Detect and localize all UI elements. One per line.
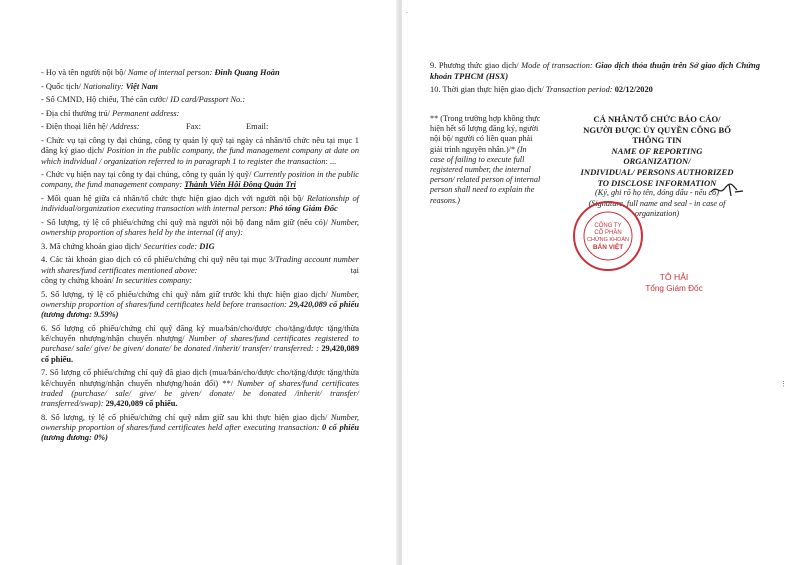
registered-shares-line: 6. Số lượng cổ phiếu/chứng chỉ quỹ đăng ký mua/bán/cho/được cho/tặng/được tặng/thừa kế/chuyển nhượng/nhận chuyển nhượng/ Number of shares/fund certificates registered to purchase/ sale/ give/ be given/ donate/ be donated /inherit/ transfer/ transferred: : 29,420,089 cổ phiếu. bbox=[41, 323, 359, 364]
stamp-text: CHỨNG KHOÁN bbox=[587, 237, 629, 243]
stamp-text: CÔNG TY bbox=[594, 223, 622, 229]
transaction-date: 02/12/2020 bbox=[614, 85, 653, 94]
left-page-body bbox=[41, 68, 359, 447]
position-at-registration-line: - Chức vụ tại công ty đại chúng, công ty quản lý quỹ tại ngày cá nhân/tổ chức nêu tại mục 1 đăng ký giao dịch/ Position in the public company, the fund management company at date on which individual / organization referred to in paragraph 1 to register the transaction: ... bbox=[41, 135, 360, 166]
signer-name: TÔ HẢI bbox=[659, 272, 689, 282]
holding-before-line: 5. Số lượng, tỷ lệ cổ phiếu/chứng chỉ quỹ nắm giữ trước khi thực hiện giao dịch/ Number, ownership proportion of shares/fund certificates held before transaction: 29,420,089 cổ phiếu (tương đương: 9.59%) bbox=[41, 289, 359, 320]
signature-block: CÁ NHÂN/TỔ CHỨC BÁO CÁO/ NGƯỜI ĐƯỢC ỦY QUYỀN CÔNG BỐ THÔNG TIN NAME OF REPORTING ORGANIZATION/ INDIVIDUAL/ PERSONS AUTHORIZED TO DISCLOSE INFORMATION (Ký, ghi rõ họ tên, đóng dấu - nếu có) (Signature, full name and seal - in case of organization) bbox=[580, 114, 734, 219]
transaction-mode-line: 9. Phương thức giao dịch/ Mode of transaction: Giao dịch thỏa thuận trên Sở giao dịch Chứng khoán TPHCM (HSX) bbox=[430, 61, 761, 81]
stamp-text: BẢN VIỆT bbox=[592, 244, 624, 251]
company-seal-stamp bbox=[572, 200, 644, 272]
internal-person-name-line: - Họ và tên người nội bộ/ Name of internal person: Đinh Quang Hoàn bbox=[41, 68, 280, 77]
internal-person-name: Đinh Quang Hoàn bbox=[214, 68, 280, 77]
transaction-period-line: 10. Thời gian thực hiện giao dịch/ Transaction period: 02/12/2020 bbox=[430, 85, 653, 94]
stamp-text: CỔ PHẦN bbox=[594, 230, 622, 236]
scan-speck: . bbox=[406, 8, 408, 15]
securities-code-line: 3. Mã chứng khoán giao dịch/ Securities code: DIG bbox=[41, 241, 215, 251]
signer-title: Tổng Giám Đốc bbox=[645, 284, 703, 293]
securities-code: DIG bbox=[199, 241, 215, 251]
phone-line: - Điện thoại liên hệ/ Address: Fax: Email: bbox=[41, 122, 269, 132]
id-card-line: - Số CMND, Hộ chiếu, Thẻ căn cước/ ID card/Passport No.: bbox=[41, 95, 246, 105]
left-page bbox=[0, 0, 398, 565]
right-page bbox=[402, 0, 800, 565]
permanent-address-line: - Địa chỉ thường trú/ Permanent address: bbox=[41, 108, 180, 118]
handwritten-signature bbox=[709, 180, 745, 200]
current-position-line: - Chức vụ hiện nay tại công ty đại chúng, công ty quản lý quỹ/ Currently position in the public company, the fund management company: Thành Viên Hội Đồng Quản Trị bbox=[41, 170, 359, 190]
relationship-line: - Mối quan hệ giữa cá nhân/tổ chức thực hiện giao dịch với người nội bộ/ Relationship of individual/organization executing transaction with internal person: Phó tổng Giám Đốc bbox=[41, 194, 360, 214]
right-page-top bbox=[430, 61, 760, 99]
nationality-line: - Quốc tịch/ Nationality: Việt Nam bbox=[41, 81, 159, 91]
shares-held-by-internal-line: - Số lượng, tỷ lệ cổ phiếu/chứng chỉ quỹ mà người nội bộ đang nắm giữ (nếu có)/ Number, ownership proportion of shares held by the internal (if any): bbox=[41, 217, 359, 238]
trading-account-line: 4. Các tài khoản giao dịch có cổ phiếu/chứng chỉ quỹ nêu tại mục 3/Trading account number with shares/fund certificates mentioned above: tại công ty chứng khoán/ In securities company: bbox=[41, 255, 359, 286]
scan-speck: ⋮ bbox=[780, 381, 787, 388]
footnote: ** (Trong trường hợp không thực hiện hết số lượng đăng ký, người nội bộ/ người có liên quan phải giải trình nguyên nhân.)/* (In case of failing to execute full registered number, the internal person/ related person of internal person shall need to explain the reasons.) bbox=[430, 114, 541, 205]
traded-shares-line: 7. Số lượng cổ phiếu/chứng chỉ quỹ đã giao dịch (mua/bán/cho/được cho/tặng/được tặng/thừa kế/chuyển nhượng/nhận chuyển nhượng/hoán đổi) **/ Number of shares/fund certificates traded (purchase/ sale/ give/ be given/ donate/ be donated /inherit/ transfer/ transferred/swap): 29,420,089 cổ phiếu. bbox=[41, 368, 359, 409]
holding-after-line: 8. Số lượng, tỷ lệ cổ phiếu/chứng chỉ quỹ nắm giữ sau khi thực hiện giao dịch/ Number, ownership proportion of shares/fund certificates held after executing transaction: 0 cổ phiếu (tương đương: 0%) bbox=[41, 412, 359, 443]
stamp-ring-text: · bbox=[580, 236, 582, 241]
